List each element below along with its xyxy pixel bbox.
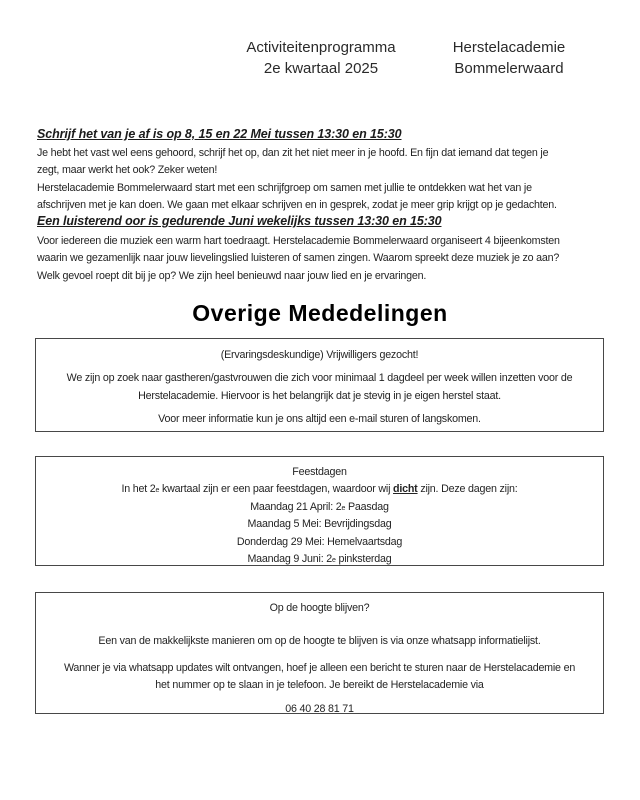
whatsapp-box xyxy=(35,592,604,714)
organization-location: Bommelerwaard xyxy=(454,60,564,77)
holiday-item xyxy=(36,499,603,516)
phone-number: 06 40 28 81 71 xyxy=(285,702,354,715)
holiday-text: Paasdag xyxy=(345,500,389,513)
holiday-item xyxy=(36,516,603,533)
superscript-e: e xyxy=(341,504,346,512)
organization-name: Herstelacademie xyxy=(452,39,566,56)
announcements-title: Overige Mededelingen xyxy=(192,300,448,326)
holidays-intro xyxy=(36,481,603,498)
program-title: Activiteitenprogramma xyxy=(246,39,396,56)
music-activity-heading: Een luisterend oor is gedurende Juni wekelijks tussen 13:30 en 15:30 xyxy=(37,214,442,228)
body-line: Voor iedereen die muziek een warm hart toedraagt. Herstelacademie Bommelerwaard organiseert 4 bijeenkomsten xyxy=(37,235,560,247)
intro-text: zijn. Deze dagen zijn: xyxy=(417,483,518,496)
volunteers-box-body xyxy=(36,370,603,405)
whatsapp-box-title: Op de hoogte blijven? xyxy=(269,602,370,614)
body-line: het nummer op te slaan in je telefoon. Je bereikt de Herstelacademie via xyxy=(155,679,484,692)
program-quarter: 2e kwartaal 2025 xyxy=(263,60,379,77)
holiday-text: Maandag 5 Mei: Bevrijdingsdag xyxy=(247,518,392,531)
holiday-text: Donderdag 29 Mei: Hemelvaartsdag xyxy=(236,535,403,548)
body-line: We zijn op zoek naar gastheren/gastvrouwen die zich voor minimaal 1 dagdeel per week willen inzetten voor de xyxy=(66,372,573,385)
holidays-box-title: Feestdagen xyxy=(292,466,347,478)
program-title-block xyxy=(228,37,414,79)
holidays-box xyxy=(35,456,604,566)
body-line: Je hebt het vast wel eens gehoord, schrijf het op, dan zit het niet meer in je hoofd. En fijn dat iemand dat tegen je xyxy=(37,147,549,159)
body-line: Wanner je via whatsapp updates wilt ontvangen, hoef je alleen een bericht te sturen naar de Herstelacademie en xyxy=(63,661,576,674)
closed-emphasis: dicht xyxy=(393,483,418,496)
superscript-e: e xyxy=(155,487,160,495)
volunteers-box xyxy=(35,338,604,432)
whatsapp-instructions xyxy=(36,660,603,695)
holiday-text: Maandag 21 April: 2 xyxy=(250,500,342,513)
body-line: afschrijven met je kan doen. We gaan met elkaar schrijven en in gesprek, zodat je meer grip krijgt op je gedachten. xyxy=(37,199,557,212)
music-activity-body xyxy=(37,233,617,285)
holiday-item xyxy=(36,534,603,551)
organization-name-block xyxy=(416,37,602,79)
intro-text: kwartaal zijn er een paar feestdagen, waardoor wij xyxy=(159,483,394,496)
writing-activity-heading: Schrijf het van je af is op 8, 15 en 22 Mei tussen 13:30 en 15:30 xyxy=(37,127,402,141)
volunteers-box-footer: Voor meer informatie kun je ons altijd een e-mail sturen of langskomen. xyxy=(158,413,481,426)
holiday-text: pinksterdag xyxy=(335,553,392,566)
body-line: waarin we gezamenlijk naar jouw lievelingslied luisteren of samen zingen. Waarom spreekt deze muziek je zo aan? xyxy=(37,252,560,265)
whatsapp-intro: Een van de makkelijkste manieren om op de hoogte te blijven is via onze whatsapp informatielijst. xyxy=(98,635,541,648)
intro-text: In het 2 xyxy=(121,483,156,496)
holiday-item xyxy=(36,551,603,568)
volunteers-box-title: (Ervaringsdeskundige) Vrijwilligers gezocht! xyxy=(220,349,419,361)
superscript-e: e xyxy=(332,557,336,565)
body-line: Welk gevoel roept dit bij je op? We zijn heel benieuwd naar jouw lied en je ervaringen. xyxy=(37,269,427,282)
writing-activity-body xyxy=(37,145,617,215)
body-line: Herstelacademie. Hiervoor is het belangrijk dat je stevig in je eigen herstel staat. xyxy=(138,389,501,402)
body-line: Herstelacademie Bommelerwaard start met een schrijfgroep om samen met jullie te ontdekken wat het van je xyxy=(37,181,532,194)
body-line: zegt, maar werkt het ook? Zeker weten! xyxy=(37,164,218,177)
holiday-text: Maandag 9 Juni: 2 xyxy=(247,553,332,566)
